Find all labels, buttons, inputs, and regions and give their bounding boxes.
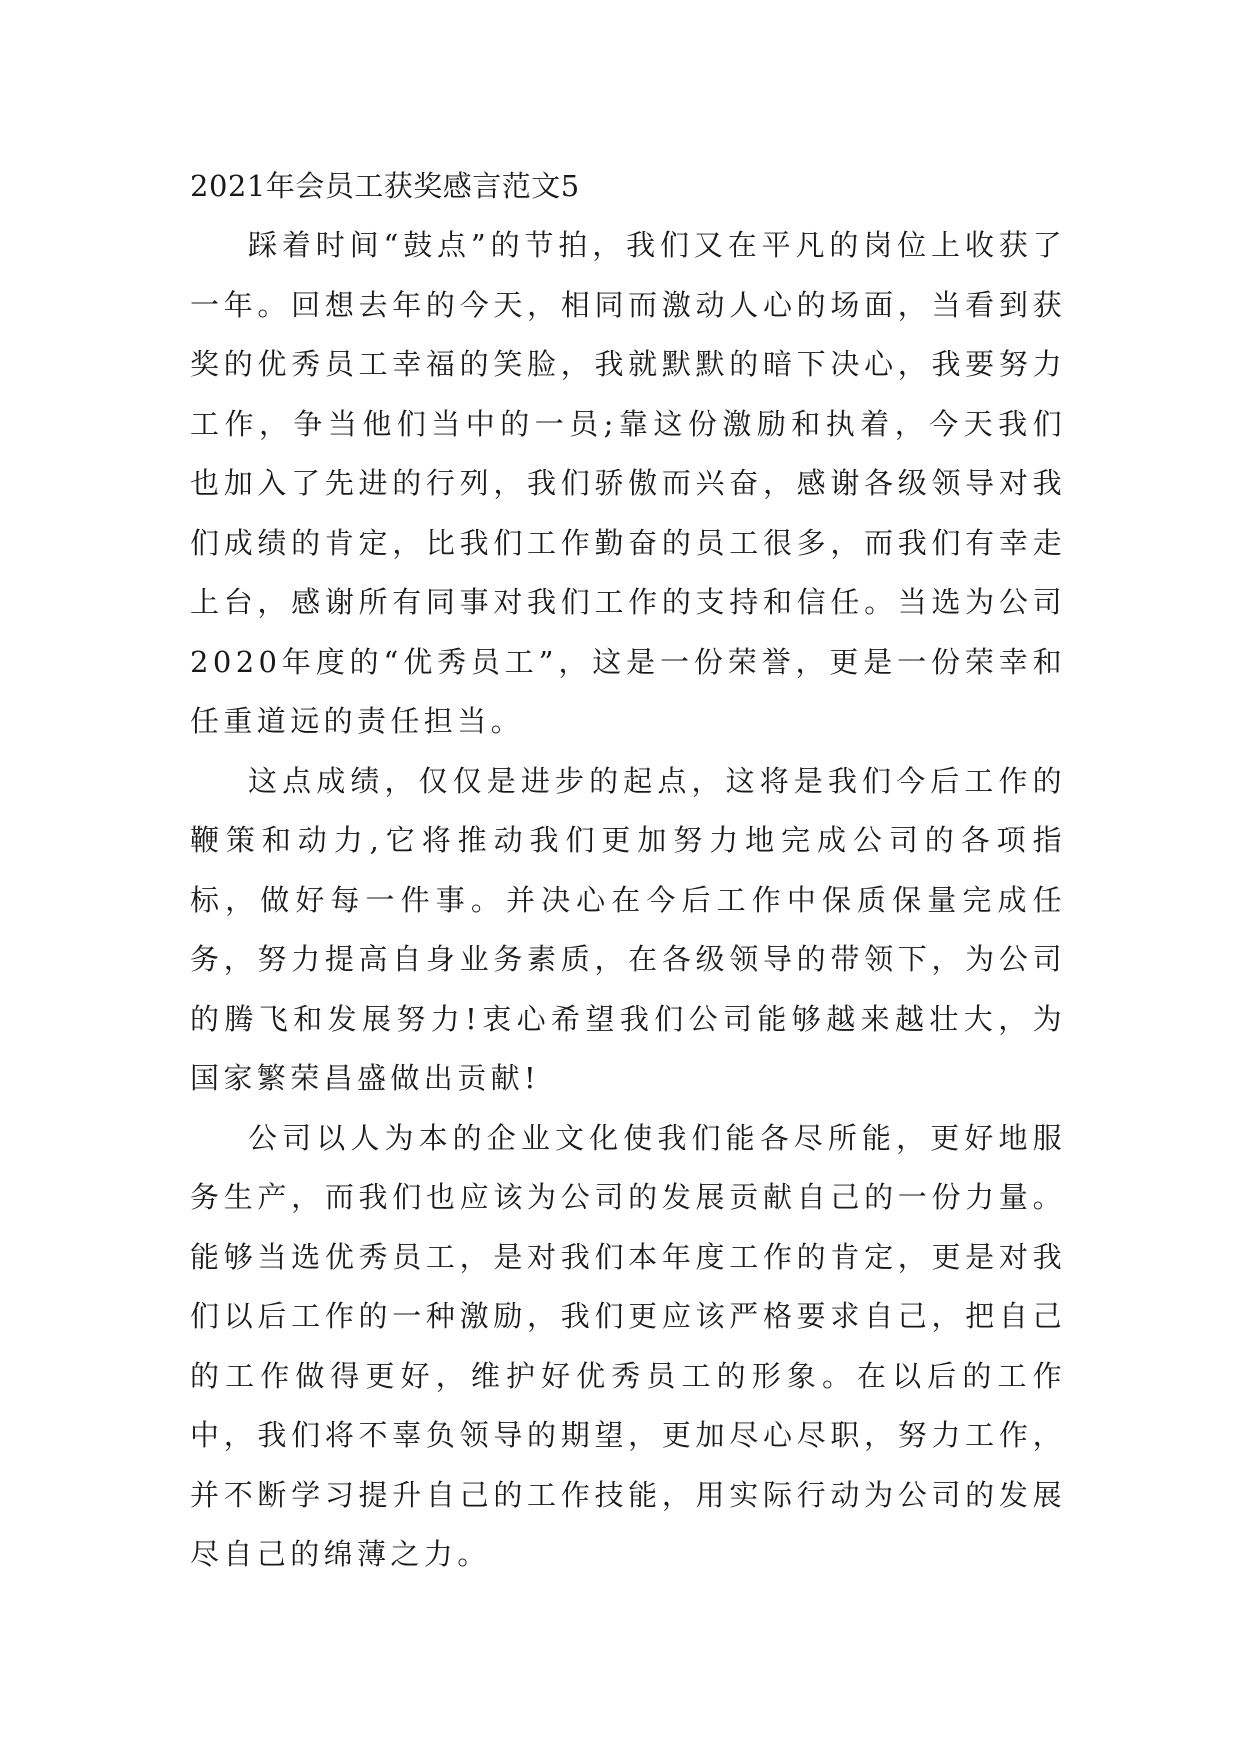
paragraph-2: 这点成绩，仅仅是进步的起点，这将是我们今后工作的鞭策和动力,它将推动我们更加努力地完成公司的各项指标，做好每一件事。并决心在今后工作中保质保量完成任务，努力提高自身业务素质，在各级领导的带领下，为公司的腾飞和发展努力!衷心希望我们公司能够越来越壮大，为国家繁荣昌盛做出贡献! <box>190 763 1066 1095</box>
paragraph-1: 踩着时间“鼓点”的节拍，我们又在平凡的岗位上收获了一年。回想去年的今天，相同而激动人心的场面，当看到获奖的优秀员工幸福的笑脸，我就默默的暗下决心，我要努力工作，争当他们当中的一员;靠这份激励和执着，今天我们也加入了先进的行列，我们骄傲而兴奋，感谢各级领导对我们成绩的肯定，比我们工作勤奋的员工很多，而我们有幸走上台，感谢所有同事对我们工作的支持和信任。当选为公司2020年度的“优秀员工”，这是一份荣誉，更是一份荣幸和任重道远的责任担当。 <box>190 228 1066 738</box>
document-body <box>190 160 1066 1585</box>
paragraph-3: 公司以人为本的企业文化使我们能各尽所能，更好地服务生产，而我们也应该为公司的发展贡献自己的一份力量。能够当选优秀员工，是对我们本年度工作的肯定，更是对我们以后工作的一种激励，我们更应该严格要求自己，把自己的工作做得更好，维护好优秀员工的形象。在以后的工作中，我们将不辜负领导的期望，更加尽心尽职，努力工作，并不断学习提升自己的工作技能，用实际行动为公司的发展尽自己的绵薄之力。 <box>190 1120 1066 1571</box>
document-title: 2021年会员工获奖感言范文5 <box>190 169 580 203</box>
